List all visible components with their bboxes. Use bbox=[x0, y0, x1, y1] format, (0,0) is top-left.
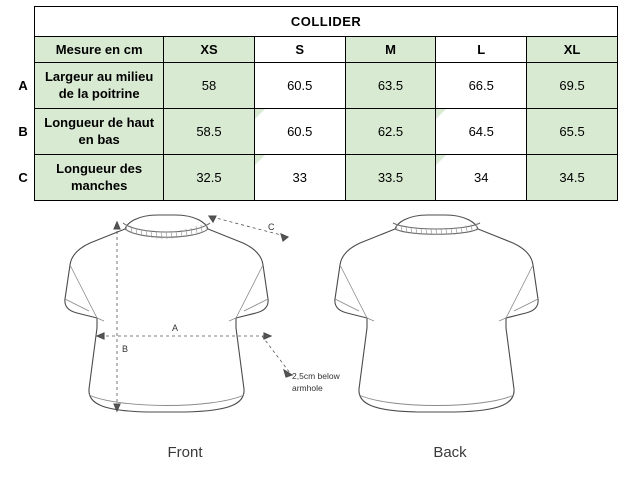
armhole-note-line2: armhole bbox=[292, 383, 323, 393]
table-row bbox=[12, 63, 618, 109]
marker-c-label: C bbox=[268, 222, 275, 232]
column-header-l: L bbox=[436, 37, 527, 63]
row-label-a-line1: Largeur au milieu bbox=[44, 69, 154, 85]
cell-c-s: 33 bbox=[254, 155, 345, 201]
cell-b-xs: 58.5 bbox=[164, 109, 255, 155]
column-header-measure: Mesure en cm bbox=[35, 37, 164, 63]
spacer-cell bbox=[12, 37, 35, 63]
row-label-c bbox=[35, 155, 164, 201]
row-label-b-line1: Longueur de haut bbox=[44, 115, 155, 131]
size-table bbox=[12, 6, 618, 201]
cell-a-xs: 58 bbox=[164, 63, 255, 109]
page-title: COLLIDER bbox=[35, 7, 618, 37]
cell-c-l: 34 bbox=[436, 155, 527, 201]
cell-b-m: 62.5 bbox=[345, 109, 436, 155]
cell-a-s: 60.5 bbox=[254, 63, 345, 109]
column-header-m: M bbox=[345, 37, 436, 63]
cell-a-l: 66.5 bbox=[436, 63, 527, 109]
cell-b-s: 60.5 bbox=[254, 109, 345, 155]
back-caption: Back bbox=[433, 444, 467, 461]
row-label-a bbox=[35, 63, 164, 109]
cell-c-m: 33.5 bbox=[345, 155, 436, 201]
cell-b-l: 64.5 bbox=[436, 109, 527, 155]
tshirt-technical-drawing bbox=[0, 203, 630, 465]
table-header-row bbox=[12, 37, 618, 63]
table-row bbox=[12, 109, 618, 155]
cell-a-xl: 69.5 bbox=[527, 63, 618, 109]
cell-b-xl: 65.5 bbox=[527, 109, 618, 155]
row-label-b-line2: en bas bbox=[78, 131, 120, 147]
column-header-xl: XL bbox=[527, 37, 618, 63]
row-key-c: C bbox=[18, 170, 28, 185]
column-header-s: S bbox=[254, 37, 345, 63]
marker-a-label: A bbox=[172, 323, 179, 333]
cell-c-xs: 32.5 bbox=[164, 155, 255, 201]
spacer-cell bbox=[12, 7, 35, 37]
garment-illustration bbox=[0, 203, 630, 465]
row-label-c-line2: manches bbox=[70, 177, 128, 193]
table-row bbox=[12, 155, 618, 201]
front-caption: Front bbox=[167, 444, 203, 461]
marker-b-label: B bbox=[122, 344, 129, 354]
row-key-a: A bbox=[18, 78, 28, 93]
cell-c-xl: 34.5 bbox=[527, 155, 618, 201]
armhole-note-line1: 2,5cm below bbox=[292, 371, 340, 381]
row-label-b bbox=[35, 109, 164, 155]
front-view bbox=[65, 215, 268, 412]
column-header-xs: XS bbox=[164, 37, 255, 63]
row-label-a-line2: de la poitrine bbox=[58, 85, 140, 101]
cell-a-m: 63.5 bbox=[345, 63, 436, 109]
row-label-c-line1: Longueur des bbox=[56, 161, 143, 177]
back-view bbox=[335, 215, 538, 412]
row-key-b: B bbox=[18, 124, 28, 139]
table-title-row bbox=[12, 7, 618, 37]
